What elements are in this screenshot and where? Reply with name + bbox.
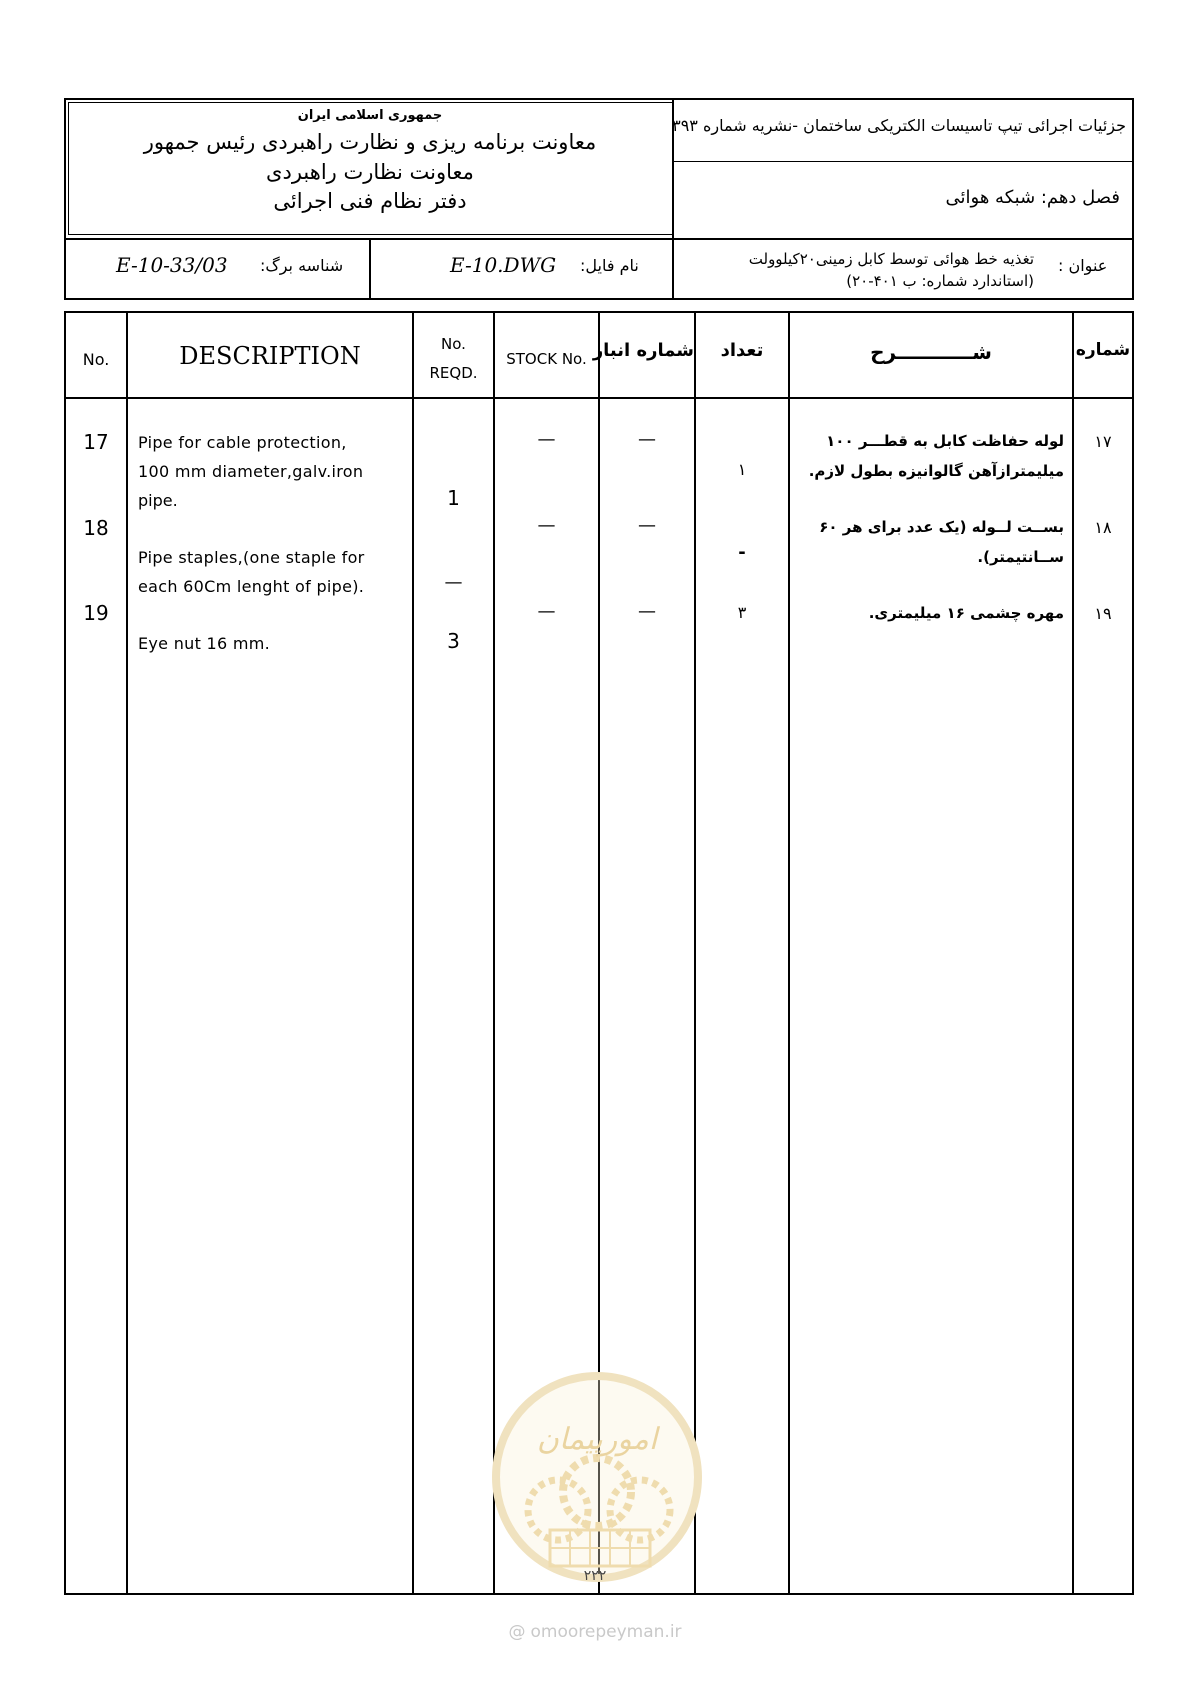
watermark-seal bbox=[492, 1372, 702, 1582]
row-fa-stock: — bbox=[638, 515, 656, 536]
row-fa-qty: ۱ bbox=[737, 460, 747, 479]
row-no: 18 bbox=[83, 516, 109, 540]
row-fa-desc-line: مهره چشمی ۱۶ میلیمتری. bbox=[868, 604, 1064, 622]
org-country: جمهوری اسلامی ایران bbox=[297, 108, 443, 123]
publication-title: جزئیات اجرائی تیپ تاسیسات الکتریکی ساختمان -نشریه شماره ۳۹۳ bbox=[672, 116, 1126, 135]
file-name-label: نام فایل: bbox=[580, 256, 639, 275]
gear-logo-icon bbox=[500, 1380, 694, 1574]
header-description: DESCRIPTION bbox=[179, 342, 361, 370]
watermark-logo-text: امورپیمان bbox=[536, 1422, 658, 1457]
org-office: دفتر نظام فنی اجرائی bbox=[273, 189, 467, 213]
header-fa-stock: شماره انبار bbox=[592, 340, 694, 361]
title-line1: تغذیه خط هوائی توسط کابل زمینی۲۰کیلوولت bbox=[748, 250, 1034, 268]
header-stock: STOCK No. bbox=[506, 350, 587, 368]
row-reqd: 3 bbox=[447, 629, 460, 653]
file-name: E-10.DWG bbox=[450, 253, 557, 277]
row-reqd: — bbox=[444, 572, 463, 593]
row-desc-line: 100 mm diameter,galv.iron bbox=[138, 462, 364, 481]
sheet-id: E-10-33/03 bbox=[116, 253, 228, 277]
org-deputy: معاونت برنامه ریزی و نظارت راهبردی رئیس جمهور bbox=[143, 130, 597, 154]
title-label: عنوان : bbox=[1058, 256, 1108, 275]
watermark-url: omoorepeyman.ir bbox=[530, 1622, 682, 1642]
header-fa-qty: تعداد bbox=[720, 340, 764, 361]
row-fa-desc-line: میلیمترازآهن گالوانیزه بطول لازم. bbox=[808, 462, 1064, 480]
row-desc-line: Pipe staples,(one staple for bbox=[138, 548, 365, 567]
row-desc-line: pipe. bbox=[138, 491, 178, 510]
row-fa-stock: — bbox=[638, 429, 656, 450]
header-fa-desc: شـــــــــــرح bbox=[870, 340, 992, 364]
row-fa-no: ۱۹ bbox=[1094, 604, 1112, 623]
row-fa-qty: - bbox=[738, 542, 746, 563]
header-reqd-line1: No. bbox=[441, 335, 466, 353]
row-fa-desc-line: بســت لــوله (یک عدد برای هر ۶۰ bbox=[819, 518, 1064, 536]
row-no: 17 bbox=[83, 430, 109, 454]
header-no: No. bbox=[82, 350, 110, 369]
row-desc-line: each 60Cm lenght of pipe). bbox=[138, 577, 365, 596]
at-icon: @ bbox=[508, 1622, 526, 1642]
row-desc-line: Eye nut 16 mm. bbox=[138, 634, 271, 653]
row-fa-qty: ۳ bbox=[737, 603, 747, 622]
row-stock: — bbox=[537, 601, 556, 622]
chapter-title: فصل دهم: شبکه هوائی bbox=[945, 187, 1120, 208]
row-reqd: 1 bbox=[447, 486, 460, 510]
title-line2: (استاندارد شماره: ب ۴۰۱-۲۰) bbox=[846, 272, 1034, 290]
sheet-id-label: شناسه برگ: bbox=[260, 256, 344, 275]
row-fa-desc-line: لوله حفاظت کابل به قطـــر ۱۰۰ bbox=[826, 432, 1064, 450]
row-stock: — bbox=[537, 515, 556, 536]
row-fa-no: ۱۸ bbox=[1094, 518, 1112, 537]
org-supervision: معاونت نظارت راهبردی bbox=[266, 160, 474, 184]
row-fa-no: ۱۷ bbox=[1094, 432, 1112, 451]
row-fa-desc-line: ســانتیمتر). bbox=[977, 548, 1064, 566]
row-fa-stock: — bbox=[638, 601, 656, 622]
watermark-url-row bbox=[490, 1622, 700, 1642]
row-stock: — bbox=[537, 429, 556, 450]
header-reqd-line2: REQD. bbox=[429, 364, 478, 382]
page-number: ۲۲۲ bbox=[583, 1568, 607, 1584]
row-no: 19 bbox=[83, 601, 109, 625]
header-fa-no: شماره bbox=[1075, 340, 1131, 360]
row-desc-line: Pipe for cable protection, bbox=[138, 433, 347, 452]
